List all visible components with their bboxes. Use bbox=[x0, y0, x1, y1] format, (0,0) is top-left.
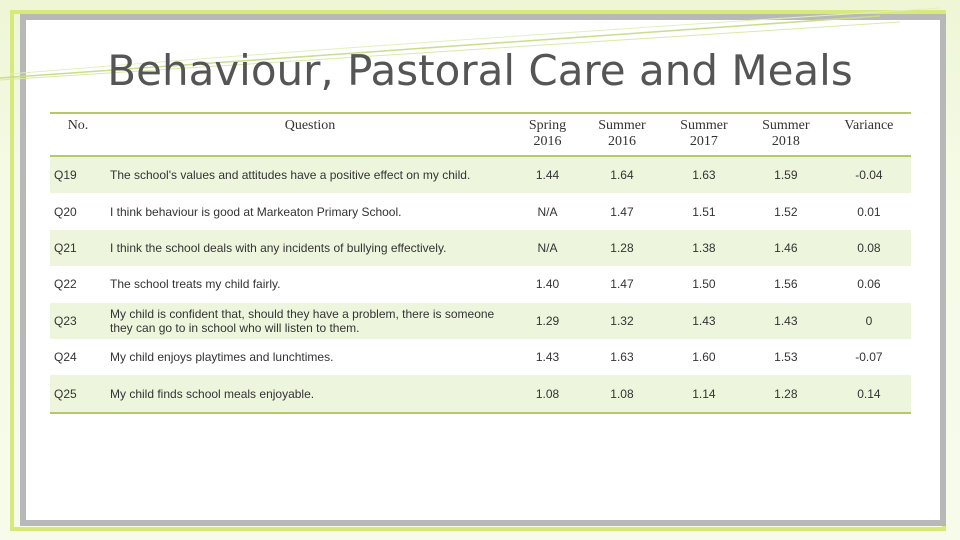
cell-summer-2017: 1.51 bbox=[692, 204, 716, 219]
table-row bbox=[50, 230, 911, 266]
cell-summer-2017: 1.43 bbox=[663, 303, 745, 339]
cell-summer-2017: 1.63 bbox=[663, 156, 745, 193]
cell-question: My child enjoys playtimes and lunchtimes. bbox=[110, 350, 334, 365]
cell-no: Q23 bbox=[50, 303, 106, 339]
header-line: 2017 bbox=[689, 134, 718, 149]
cell-question: My child finds school meals enjoyable. bbox=[106, 375, 514, 412]
cell-question: My child is confident that, should they have a problem, there is someone they can go to in school who will listen to them. bbox=[106, 303, 514, 339]
cell-variance: 0.08 bbox=[827, 230, 911, 266]
cell-question: I think the school deals with any incidents of bullying effectively. bbox=[106, 230, 514, 266]
cell-summer-2018: 1.53 bbox=[774, 350, 798, 365]
cell-summer-2016: 1.63 bbox=[610, 350, 634, 365]
header-line: 2018 bbox=[771, 134, 800, 149]
cell-variance: -0.07 bbox=[855, 350, 883, 365]
header-line: 2016 bbox=[533, 134, 562, 149]
cell-summer-2018: 1.59 bbox=[745, 156, 827, 193]
header-no: No. bbox=[50, 113, 106, 156]
cell-variance: 0.06 bbox=[857, 277, 881, 292]
table-row bbox=[50, 156, 911, 193]
header-line: Summer bbox=[680, 118, 728, 133]
cell-no: Q24 bbox=[54, 350, 77, 365]
header-summer-2018 bbox=[745, 113, 827, 156]
header-summer-2016 bbox=[581, 113, 663, 156]
cell-summer-2017: 1.50 bbox=[692, 277, 716, 292]
cell-no: Q21 bbox=[50, 230, 106, 266]
cell-no: Q22 bbox=[54, 277, 77, 292]
cell-summer-2016: 1.47 bbox=[610, 277, 634, 292]
table-row bbox=[50, 375, 911, 412]
header-variance: Variance bbox=[827, 113, 911, 156]
header-line: Summer bbox=[762, 118, 810, 133]
table-row bbox=[50, 266, 911, 302]
cell-spring-2016: 1.08 bbox=[514, 375, 581, 412]
table-header-row bbox=[50, 113, 911, 156]
cell-variance: 0 bbox=[827, 303, 911, 339]
header-summer-2017 bbox=[663, 113, 745, 156]
cell-summer-2016: 1.08 bbox=[581, 375, 663, 412]
page-title: Behaviour, Pastoral Care and Meals bbox=[107, 46, 853, 95]
header-line: 2016 bbox=[607, 134, 636, 149]
cell-question: The school treats my child fairly. bbox=[110, 277, 281, 292]
cell-spring-2016: N/A bbox=[514, 230, 581, 266]
header-line: Spring bbox=[528, 118, 567, 133]
header-question: Question bbox=[106, 113, 514, 156]
cell-summer-2017: 1.60 bbox=[692, 350, 716, 365]
table-row bbox=[50, 193, 911, 229]
cell-spring-2016: 1.44 bbox=[514, 156, 581, 193]
cell-summer-2018: 1.56 bbox=[774, 277, 798, 292]
cell-summer-2017: 1.38 bbox=[663, 230, 745, 266]
cell-spring-2016: 1.43 bbox=[535, 350, 560, 365]
table-row bbox=[50, 339, 911, 375]
table-row bbox=[50, 303, 911, 339]
cell-no: Q19 bbox=[50, 156, 106, 193]
cell-summer-2017: 1.14 bbox=[663, 375, 745, 412]
cell-no: Q20 bbox=[54, 204, 77, 219]
header-spring-2016 bbox=[514, 113, 581, 156]
cell-summer-2018: 1.46 bbox=[745, 230, 827, 266]
cell-summer-2018: 1.28 bbox=[745, 375, 827, 412]
cell-variance: -0.04 bbox=[827, 156, 911, 193]
cell-summer-2016: 1.47 bbox=[610, 204, 634, 219]
cell-spring-2016: N/A bbox=[537, 204, 558, 219]
cell-summer-2016: 1.28 bbox=[581, 230, 663, 266]
cell-summer-2018: 1.52 bbox=[774, 204, 798, 219]
cell-spring-2016: 1.29 bbox=[514, 303, 581, 339]
survey-table bbox=[50, 112, 911, 414]
cell-question: I think behaviour is good at Markeaton Primary School. bbox=[110, 204, 402, 219]
cell-spring-2016: 1.40 bbox=[535, 277, 560, 292]
cell-summer-2016: 1.64 bbox=[581, 156, 663, 193]
cell-variance: 0.14 bbox=[827, 375, 911, 412]
cell-question: The school's values and attitudes have a positive effect on my child. bbox=[106, 156, 514, 193]
cell-summer-2018: 1.43 bbox=[745, 303, 827, 339]
cell-summer-2016: 1.32 bbox=[581, 303, 663, 339]
cell-no: Q25 bbox=[50, 375, 106, 412]
cell-variance: 0.01 bbox=[857, 204, 881, 219]
header-line: Summer bbox=[598, 118, 646, 133]
